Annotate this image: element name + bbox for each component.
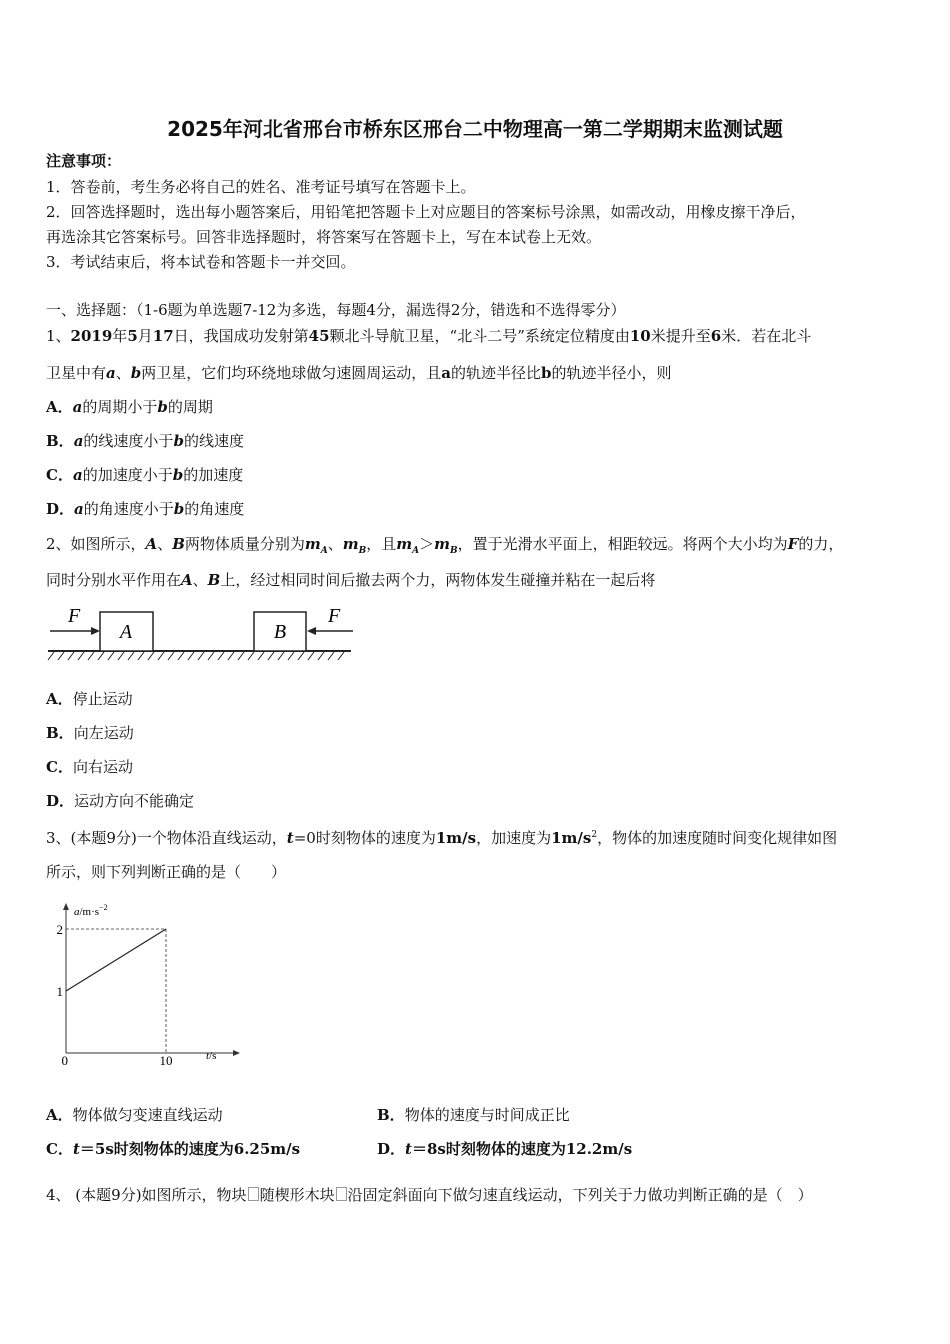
q3-option-a[interactable]: A．物体做匀变速直线运动 (46, 1106, 223, 1124)
force-label-right: F (328, 605, 341, 627)
notice-heading: 注意事项： (46, 152, 122, 170)
q3-option-d[interactable]: D．t＝8s时刻物体的速度为12.2m/s (377, 1140, 633, 1158)
q2-option-a[interactable]: A．停止运动 (46, 690, 133, 708)
force-label-left: F (68, 605, 81, 627)
q2-stem-line2: 同时分别水平作用在A、B上，经过相同时间后撤去两个力，两物体发生碰撞并粘在一起后将 (46, 571, 656, 589)
x-tick-label-0: 0 (61, 1053, 68, 1068)
q1-option-c[interactable]: C．a的加速度小于b的加速度 (46, 466, 244, 484)
q3-stem-line2: 所示，则下列判断正确的是（ ） (46, 863, 287, 881)
q3-stem-line1: 3、(本题9分)一个物体沿直线运动，t=0时刻物体的速度为1m/s，加速度为$1m/s^2$，物体的加速度随时间变化规律如图 (46, 829, 838, 847)
notice-item-3: 3．考试结束后，将本试卷和答题卡一并交回。 (46, 253, 356, 271)
notice-item-2-cont: 再选涂其它答案标号。回答非选择题时，将答案写在答题卡上，写在本试卷上无效。 (46, 228, 602, 246)
block-b-label: B (273, 621, 287, 643)
q1-option-a[interactable]: A．a的周期小于b的周期 (46, 398, 213, 416)
q2-option-d[interactable]: D．运动方向不能确定 (46, 792, 195, 810)
y-axis-label: $a/m\cdot s^{-2}$ (74, 903, 108, 918)
section-heading: 一、选择题：（1-6题为单选题7-12为多选，每题4分，漏选得2分，错选和不选得零分） (46, 301, 626, 319)
y-tick-label-2: 2 (56, 922, 63, 937)
q2-stem-line1: 2、如图所示，A、B两物体质量分别为$m_A$、$m_B$，且$m_A>m_B$，置于光滑水平面上，相距较远。将两个大小均为F的力， (46, 535, 844, 556)
missing-glyph-box (248, 1187, 259, 1201)
series-line (66, 929, 166, 991)
x-tick-label-10: 10 (159, 1053, 173, 1068)
x-axis-label: t/s (206, 1050, 217, 1062)
q1-option-b[interactable]: B．a的线速度小于b的线速度 (46, 432, 244, 450)
notice-item-1: 1．答卷前，考生务必将自己的姓名、准考证号填写在答题卡上。 (46, 178, 476, 196)
q2-figure (46, 600, 356, 665)
q4-stem: 4、 (本题9分)如图所示，物块 随楔形木块 沿固定斜面向下做匀速直线运动，下列关于力做功判断正确的是（ ） (46, 1186, 813, 1204)
q2-option-c[interactable]: C．向右运动 (46, 758, 133, 776)
q1-option-d[interactable]: D．a的角速度小于b的角速度 (46, 500, 245, 518)
missing-glyph-box (336, 1187, 347, 1201)
q3-option-b[interactable]: B．物体的速度与时间成正比 (377, 1106, 570, 1124)
block-a-label: A (119, 621, 133, 643)
notice-item-2: 2．回答选择题时，选出每小题答案后，用铅笔把答题卡上对应题目的答案标号涂黑，如需改动，用橡皮擦干净后， (46, 203, 806, 221)
q3-option-c[interactable]: C．t＝5s时刻物体的速度为6.25m/s (46, 1140, 301, 1158)
q3-acceleration-chart (46, 895, 246, 1070)
ground-hatching (48, 652, 344, 660)
y-tick-label-1: 1 (56, 984, 63, 999)
q1-stem-line2: 卫星中有a、b两卫星，它们均环绕地球做匀速圆周运动，且a的轨迹半径比b的轨迹半径小，则 (46, 364, 672, 382)
q1-stem-line1: 1、2019年5月17日，我国成功发射第45颗北斗导航卫星，“北斗二号”系统定位精度由10米提升至6米．若在北斗 (46, 327, 812, 345)
exam-title: 2025年河北省邢台市桥东区邢台二中物理高一第二学期期末监测试题 (167, 117, 783, 141)
q2-option-b[interactable]: B．向左运动 (46, 724, 134, 742)
